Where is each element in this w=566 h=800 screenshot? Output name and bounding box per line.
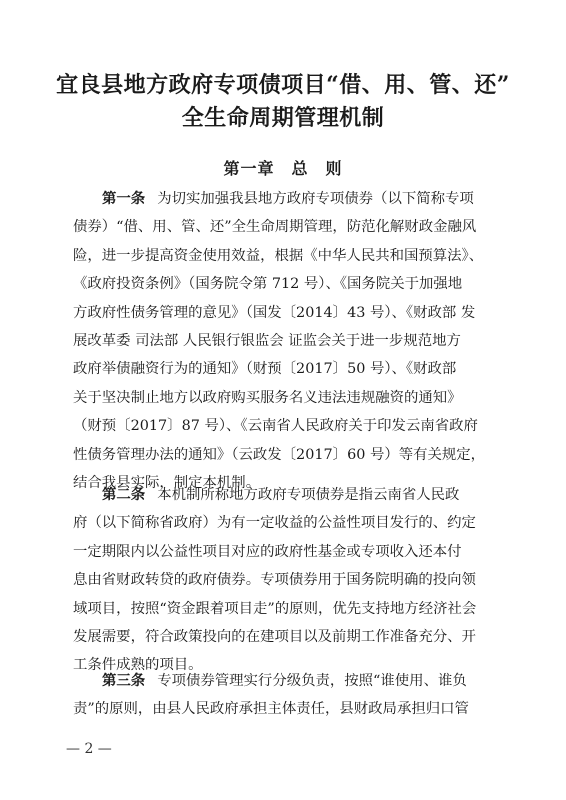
article-text: 为切实加强我县地方政府专项债券（以下简称专项 [157,191,474,207]
article-text: 本机制所称地方政府专项债券是指云南省人民政 [157,487,460,503]
article-label: 第一条 [102,190,146,207]
article-line: 险，进一步提高资金使用效益，根据《中华人民共和国预算法》、 [73,247,484,264]
article-line: 责”的原则，由县人民政府承担主体责任，县财政局承担归口管 [73,701,469,718]
article-line: 性债务管理办法的通知》（云政发〔2017〕60 号）等有关规定， [73,446,486,463]
article-label: 第二条 [102,486,146,503]
document-title-line-1: 宜良县地方政府专项债项目“借、用、管、还” [56,72,510,98]
article-line: （财预〔2017〕87 号）、《云南省人民政府关于印发云南省政府 [73,418,478,435]
article-line: 结合我县实际，制定本机制。 [73,475,261,492]
article-line [73,185,503,213]
article-line [73,481,503,509]
article-line [73,667,503,695]
chapter-heading: 第一章 总 则 [223,159,343,178]
article-line: 发展需要，符合政策投向的在建项目以及前期工作准备充分、开 [73,629,476,646]
article-1 [73,185,503,497]
article-3 [73,667,503,724]
article-line: 一定期限内以公益性项目对应的政府性基金或专项收入还本付 [73,543,462,560]
article-line: 域项目，按照“资金跟着项目走”的原则，优先支持地方经济社会 [73,600,477,617]
article-line: 债券）“借、用、管、还”全生命周期管理，防范化解财政金融风 [73,219,477,236]
article-line: 方政府性债务管理的意见》（国发〔2014〕43 号）、《财政部 发 [73,304,476,321]
article-line: 息由省财政转贷的政府债券。专项债券用于国务院明确的投向领 [73,572,476,589]
article-line: 政府举债融资行为的通知》（财预〔2017〕50 号）、《财政部 [73,361,457,378]
article-2 [73,481,503,680]
document-title-line-2: 全生命周期管理机制 [181,105,385,131]
article-label: 第三条 [102,672,146,689]
page-number: — 2 — [66,741,112,757]
article-line: 府（以下简称省政府）为有一定收益的公益性项目发行的、约定 [73,515,476,532]
article-text: 专项债券管理实行分级负责，按照“谁使用、谁负 [157,673,467,689]
article-line: 工条件成熟的项目。 [73,657,203,674]
article-line: 展改革委 司法部 人民银行银监会 证监会关于进一步规范地方 [73,333,461,350]
article-line: 关于坚决制止地方以政府购买服务名义违法违规融资的通知》 [73,389,462,406]
article-line: 《政府投资条例》（国务院令第 712 号）、《国务院关于加强地 [73,276,463,293]
